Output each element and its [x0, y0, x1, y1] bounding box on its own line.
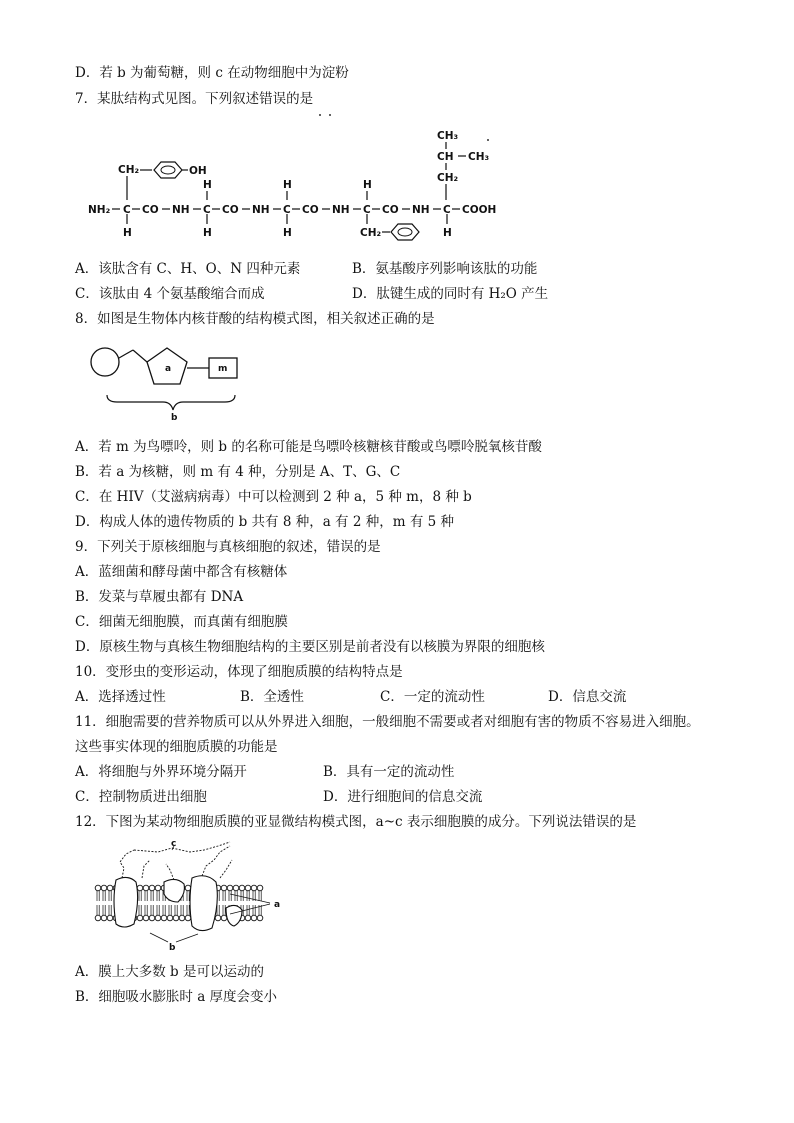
q11-stem-line1: 11．细胞需要的营养物质可以从外界进入细胞，一般细胞不需要或者对细胞有害的物质不容易进入细胞。	[75, 714, 700, 730]
backbone-nh2: NH₂	[88, 204, 111, 216]
q10-option-c: C．一定的流动性	[380, 689, 485, 705]
q11-option-a: A．将细胞与外界环境分隔开	[75, 764, 247, 780]
q10-stem: 10．变形虫的变形运动，体现了细胞质膜的结构特点是	[75, 664, 403, 680]
q11-option-c: C．控制物质进出细胞	[75, 789, 207, 805]
q11-stem-line2: 这些事实体现的细胞质膜的功能是	[75, 739, 278, 755]
stray-dot	[487, 139, 489, 141]
membrane-proteins	[114, 876, 242, 931]
q12-option-b: B．细胞吸水膨胀时 a 厚度会变小	[75, 989, 278, 1005]
fig-label-m: m	[218, 364, 228, 374]
backbone-cooh: COOH	[462, 204, 497, 216]
r3-h-bottom: H	[283, 227, 292, 239]
q10-option-b: B．全透性	[240, 689, 304, 705]
r5-ch3-right: CH₃	[468, 151, 490, 163]
backbone-nh3: NH	[332, 204, 350, 216]
fig-label-a: a	[165, 364, 172, 374]
q11-option-d: D．进行细胞间的信息交流	[323, 789, 483, 805]
q8-option-a: A．若 m 为鸟嘌呤，则 b 的名称可能是鸟嘌呤核糖核苷酸或鸟嘌呤脱氧核苷酸	[75, 439, 542, 455]
stray-dot	[319, 114, 321, 116]
backbone-c5: C	[443, 204, 451, 216]
r3-h-top: H	[283, 179, 292, 191]
r5-ch: CH	[437, 151, 454, 163]
r4-ch2: CH₂	[360, 227, 382, 239]
peptide-backbone	[88, 204, 496, 216]
r2-h-bottom: H	[203, 227, 212, 239]
fig-label-a: a	[274, 900, 281, 910]
q7-option-c: C．该肽由 4 个氨基酸缩合而成	[75, 286, 265, 302]
q8-stem: 8．如图是生物体内核苷酸的结构模式图，相关叙述正确的是	[75, 311, 435, 327]
backbone-co1: CO	[142, 204, 159, 216]
q7-option-a: A．该肽含有 C、H、O、N 四种元素	[75, 261, 301, 277]
r5-h-bottom: H	[443, 227, 452, 239]
phosphate-circle	[91, 348, 119, 376]
q7-option-d: D．肽键生成的同时有 H₂O 产生	[352, 286, 549, 302]
backbone-co3: CO	[302, 204, 319, 216]
backbone-c2: C	[203, 204, 211, 216]
backbone-co4: CO	[382, 204, 399, 216]
q8-option-d: D．构成人体的遗传物质的 b 共有 8 种，a 有 2 种，m 有 5 种	[75, 514, 454, 530]
backbone-nh4: NH	[412, 204, 430, 216]
backbone-c1: C	[123, 204, 131, 216]
q8-nucleotide-figure	[85, 340, 255, 420]
q12-option-a: A．膜上大多数 b 是可以运动的	[75, 964, 264, 980]
q8-option-b: B．若 a 为核糖，则 m 有 4 种，分别是 A、T、G、C	[75, 464, 401, 480]
backbone-c4: C	[363, 204, 371, 216]
q9-option-a: A．蓝细菌和酵母菌中都含有核糖体	[75, 564, 288, 580]
q7-option-b: B．氨基酸序列影响该肽的功能	[352, 261, 538, 277]
q9-option-b: B．发菜与草履虫都有 DNA	[75, 589, 244, 605]
backbone-nh2b: NH	[252, 204, 270, 216]
r4-h-top: H	[363, 179, 372, 191]
q9-option-c: C．细菌无细胞膜，而真菌有细胞膜	[75, 614, 288, 630]
q9-stem: 9．下列关于原核细胞与真核细胞的叙述，错误的是	[75, 539, 381, 555]
residue-1-side-chain	[118, 162, 207, 239]
r5-ch3-top: CH₃	[437, 130, 459, 142]
q12-cell-membrane-figure	[80, 838, 290, 950]
q9-option-d: D．原核生物与真核生物细胞结构的主要区别是前者没有以核膜为界限的细胞核	[75, 639, 545, 655]
backbone-nh1: NH	[172, 204, 190, 216]
q8-option-c: C．在 HIV（艾滋病病毒）中可以检测到 2 种 a，5 种 m，8 种 b	[75, 489, 472, 505]
r5-ch2: CH₂	[437, 172, 459, 184]
r1-oh: OH	[189, 165, 207, 177]
r1-ch2: CH₂	[118, 164, 140, 176]
q7-stem: 7．某肽结构式见图。下列叙述错误的是	[75, 91, 314, 107]
q10-option-d: D．信息交流	[548, 689, 627, 705]
fig-label-b: b	[169, 943, 176, 950]
r2-h-top: H	[203, 179, 212, 191]
q7-peptide-structure-figure	[80, 112, 520, 250]
q10-option-a: A．选择透过性	[75, 689, 166, 705]
residue-5-side-chain	[437, 130, 489, 239]
backbone-c3: C	[283, 204, 291, 216]
fig-label-b: b	[171, 413, 178, 420]
fig-label-c: c	[171, 839, 177, 849]
q11-option-b: B．具有一定的流动性	[323, 764, 455, 780]
q12-stem: 12．下图为某动物细胞质膜的亚显微结构模式图，a~c 表示细胞膜的成分。下列说法错误的是	[75, 814, 637, 830]
stray-dot	[329, 114, 331, 116]
q6-option-d: D．若 b 为葡萄糖，则 c 在动物细胞中为淀粉	[75, 65, 349, 81]
backbone-co2: CO	[222, 204, 239, 216]
brace-b	[107, 395, 235, 410]
r1-h-bottom: H	[123, 227, 132, 239]
